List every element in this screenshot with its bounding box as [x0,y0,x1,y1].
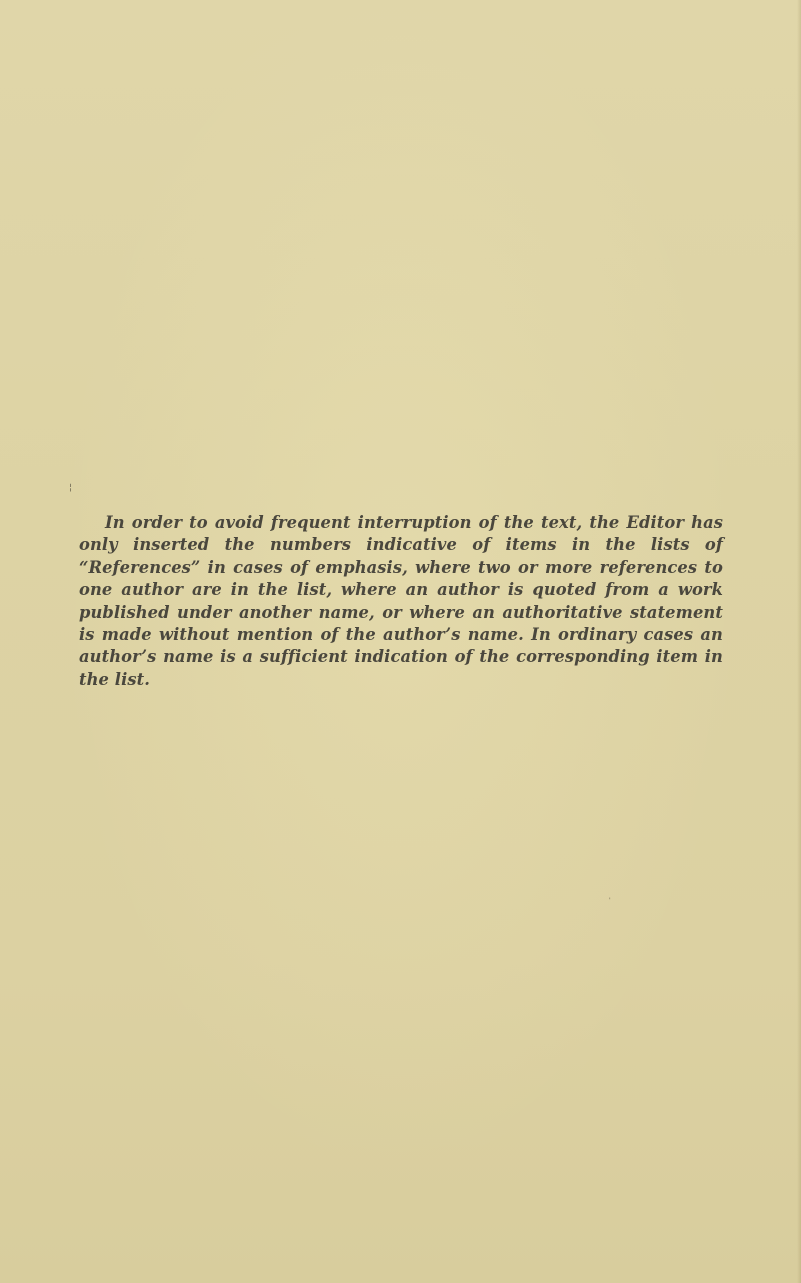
stray-mark: ' [609,897,611,904]
editorial-notice: In order to avoid frequent interruption of the text, the Editor has only inserted the numbers indicative of items in the lists of “References” in cases of emphasis, where two or more references to one author are in the list, where an author is quoted from a work published under another name, or where an authoritative statement is made without mention of the author’s name. In ordinary cases an author’s name is a sufficient indication of the corresponding item in the list. [79,513,723,689]
page-edge-shadow [797,0,801,1283]
margin-mark: ¦ [69,483,73,493]
